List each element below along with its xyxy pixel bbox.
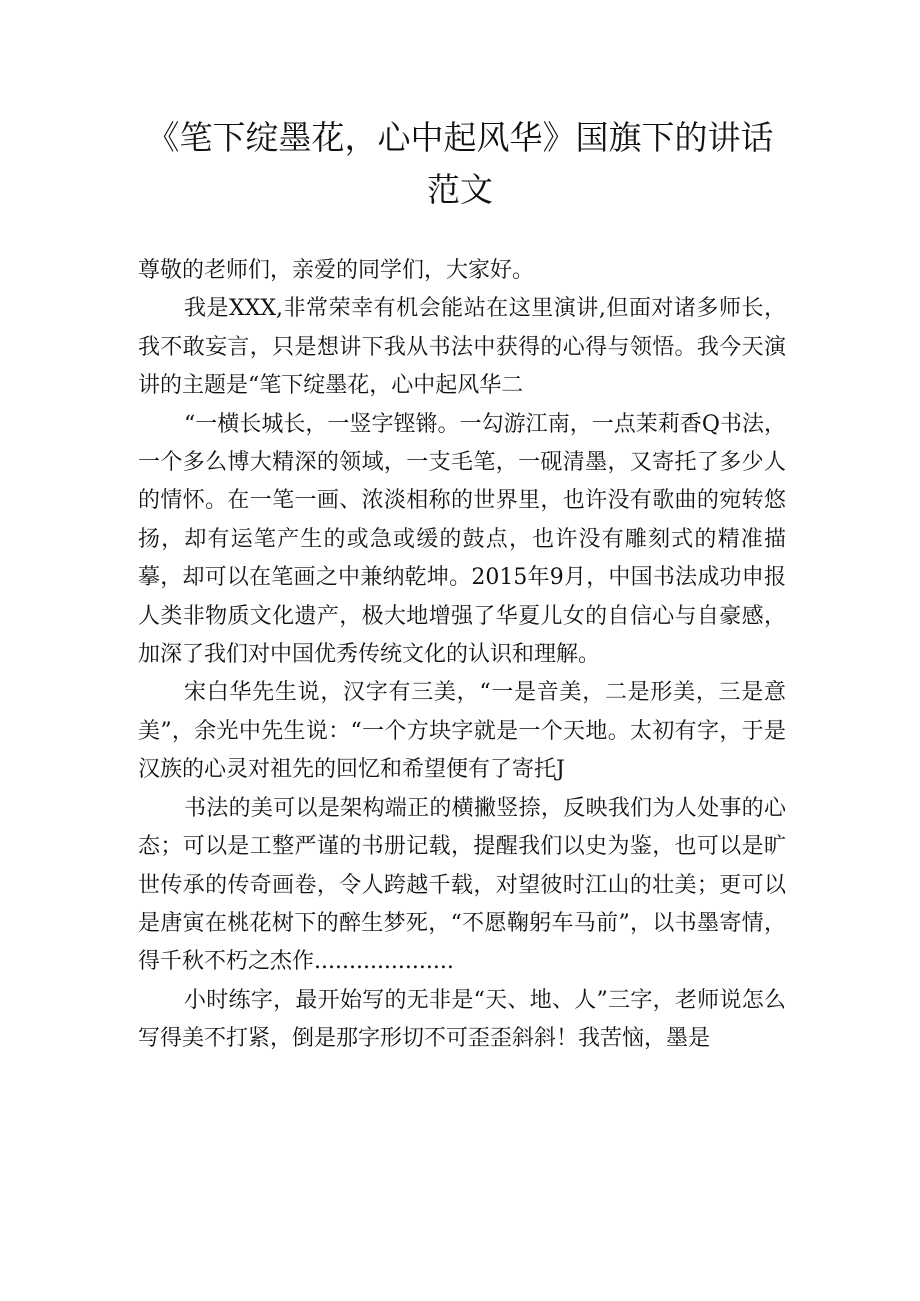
paragraph-calligraphy: “一横长城长，一竖字铿锵。一勾游江南，一点茉莉香Q书法，一个多么博大精深的领域，一支毛笔，一砚清墨，又寄托了多少人的情怀。在一笔一画、浓淡相称的世界里，也许没有歌曲的宛转悠扬，却有运笔产生的或急或缓的鼓点，也许没有雕刻式的精准描摹，却可以在笔画之中兼纳乾坤。2015年9月，中国书法成功申报人类非物质文化遗产，极大地增强了华夏儿女的自信心与自豪感，加深了我们对中国优秀传统文化的认识和理解。 (138, 411, 786, 668)
paragraph-three-beauties: 宋白华先生说，汉字有三美，“一是音美，二是形美，三是意美”，余光中先生说：“一个方块字就是一个天地。太初有字，于是汉族的心灵对祖先的回忆和希望便有了寄托J (138, 680, 786, 783)
document-title: 《笔下绽墨花，心中起风华》国旗下的讲话范文 (146, 118, 774, 209)
document-body (138, 252, 786, 1059)
paragraph-greeting: 尊敬的老师们，亲爱的同学们，大家好。 (138, 258, 535, 283)
paragraph-intro: 我是XXX,非常荣幸有机会能站在这里演讲,但面对诸多师长，我不敢妄言，只是想讲下我从书法中获得的心得与领悟。我今天演讲的主题是“笔下绽墨花，心中起风华二 (138, 296, 786, 399)
paragraph-beauty-of-calligraphy: 书法的美可以是架构端正的横撇竖捺，反映我们为人处事的心态；可以是工整严谨的书册记载，提醒我们以史为鉴，也可以是旷世传承的传奇画卷，令人跨越千载，对望彼时江山的壮美；更可以是唐寅在桃花树下的醉生梦死，“不愿鞠躬车马前”，以书墨寄情，得千秋不朽之杰作.................... (138, 795, 786, 975)
paragraph-childhood: 小时练字，最开始写的无非是“天、地、人”三字，老师说怎么写得美不打紧，倒是那字形切不可歪歪斜斜！我苦恼，墨是 (138, 987, 786, 1052)
